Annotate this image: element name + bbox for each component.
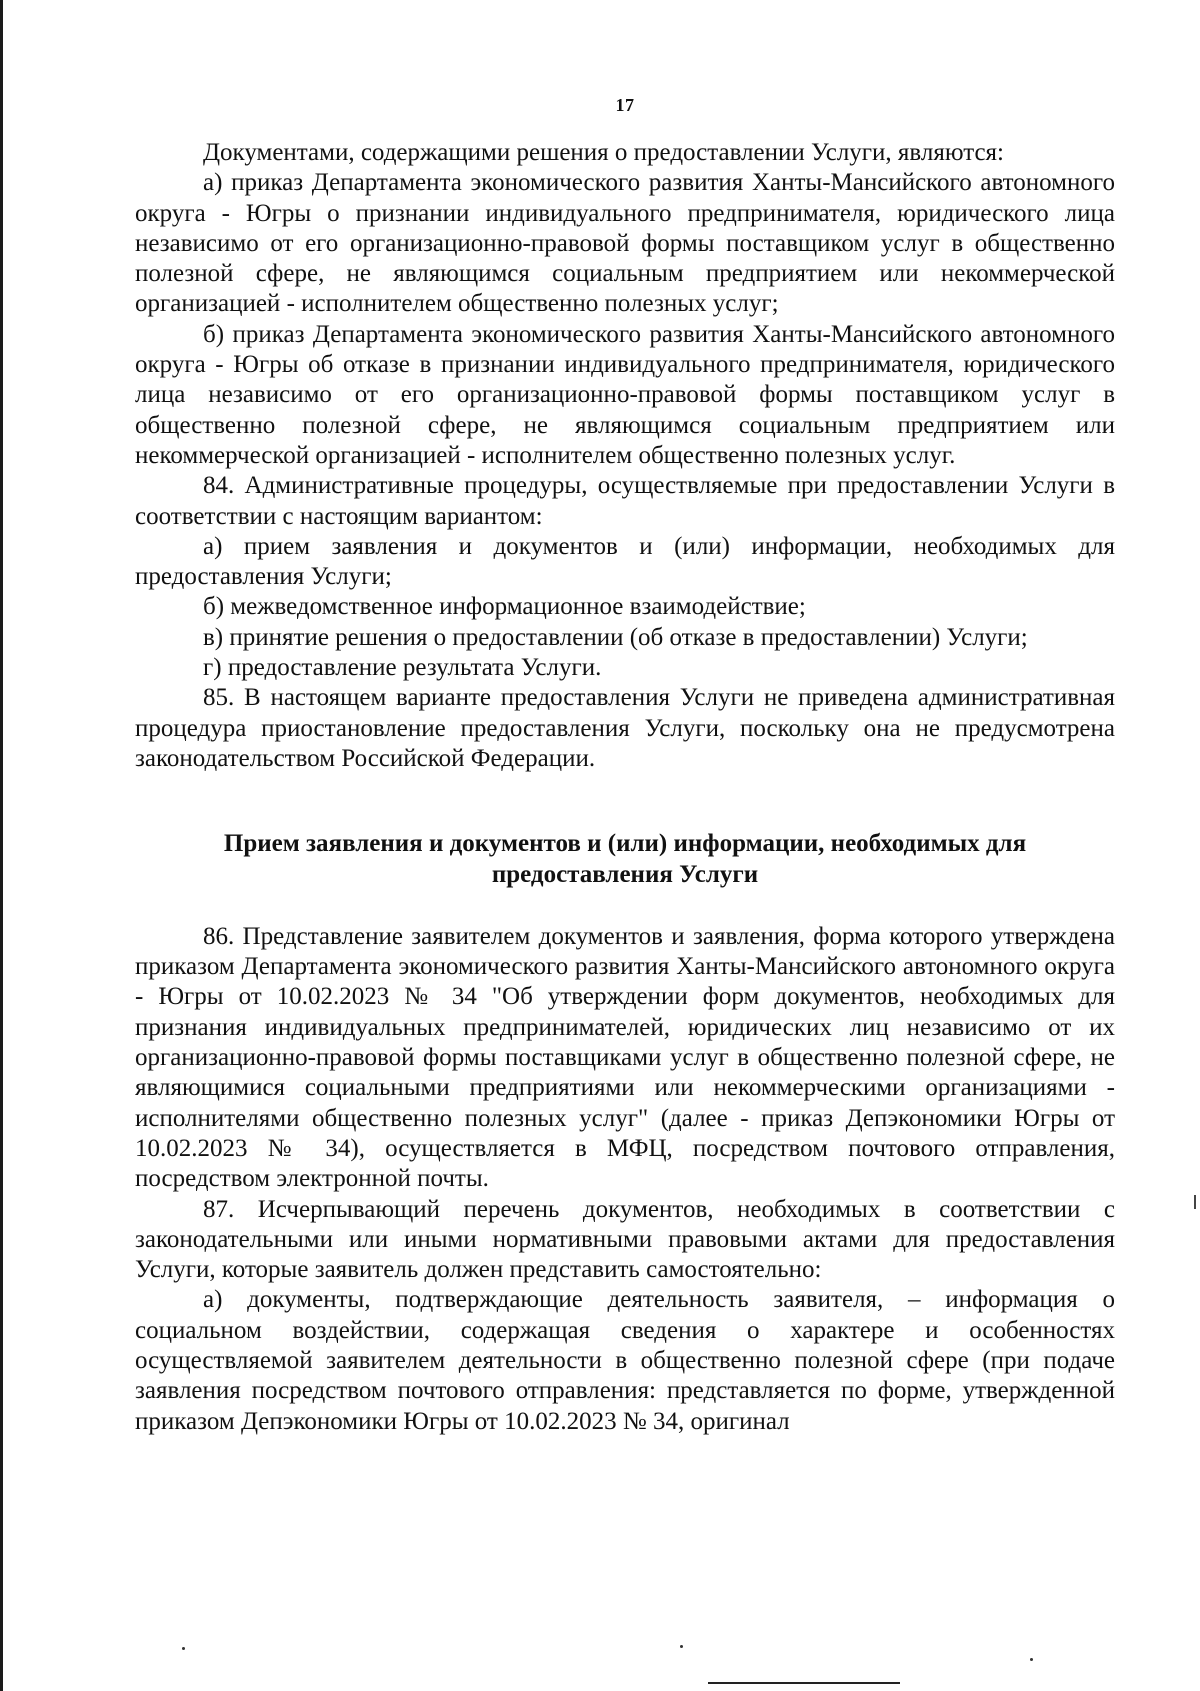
scan-speck: [680, 1645, 683, 1648]
scan-right-mark: [1194, 1195, 1196, 1209]
paragraph-84: 84. Административные процедуры, осуществляемые при предоставлении Услуги в соответствии с настоящим вариантом:: [135, 472, 1115, 530]
paragraph-item-b: б) приказ Департамента экономического развития Ханты-Мансийского автономного округа - Югры об отказе в признании индивидуального предпринимателя, юридического лица независимо от его организационно-правовой формы поставщиком услуг в общественно полезной сфере, не являющимся социальным предприятием или некоммерческой организацией - исполнителем общественно полезных услуг.: [135, 320, 1115, 469]
scan-left-edge: [0, 0, 3, 1691]
scan-bottom-line: [708, 1682, 900, 1684]
paragraph-87: 87. Исчерпывающий перечень документов, необходимых в соответствии с законодательными или иными нормативными правовыми актами для предоставления Услуги, которые заявитель должен представить самостоятельно:: [135, 1195, 1115, 1284]
document-page: [135, 95, 1115, 1437]
page-number: 17: [615, 95, 635, 115]
scan-speck: [1030, 1658, 1033, 1661]
section-heading: Прием заявления и документов и (или) информации, необходимых для предоставления Услуги: [223, 830, 1027, 888]
scan-speck: [182, 1647, 185, 1650]
paragraph-85: 85. В настоящем варианте предоставления Услуги не приведена административная процедура приостановление предоставления Услуги, поскольку она не предусмотрена законодательством Российской Федерации.: [135, 684, 1115, 772]
paragraph-86: 86. Представление заявителем документов и заявления, форма которого утверждена приказом Департамента экономического развития Ханты-Мансийского автономного округа - Югры от 10.02.2023 № 34 "Об утверждении форм документов, необходимых для признания индивидуальных предпринимателей, юридических лиц независимо от их организационно-правовой формы поставщиками услуг в общественно полезной сфере, не являющимися социальными предприятиями или некоммерческими организациями - исполнителями общественно полезных услуг" (далее - приказ Депэкономики Югры от 10.02.2023 № 34), осуществляется в МФЦ, посредством почтового отправления, посредством электронной почты.: [135, 922, 1115, 1193]
paragraph-84-b: б) межведомственное информационное взаимодействие;: [203, 593, 806, 621]
paragraph-87-a: а) документы, подтверждающие деятельность заявителя, – информация о социальном воздействии, содержащая сведения о характере и особенностях осуществляемой заявителем деятельности в общественно полезной сфере (при подаче заявления посредством почтового отправления: представляется по форме, утвержденной приказом Депэкономики Югры от 10.02.2023 № 34, оригинал: [135, 1286, 1115, 1435]
paragraph-item-a: а) приказ Департамента экономического развития Ханты-Мансийского автономного округа - Югры о признании индивидуального предпринимателя, юридического лица независимо от его организационно-правовой формы поставщиком услуг в общественно полезной сфере, не являющимся социальным предприятием или некоммерческой организацией - исполнителем общественно полезных услуг;: [135, 169, 1115, 318]
paragraph-84-v: в) принятие решения о предоставлении (об отказе в предоставлении) Услуги;: [203, 623, 1028, 651]
paragraph-84-g: г) предоставление результата Услуги.: [203, 654, 602, 682]
paragraph-intro: Документами, содержащими решения о предоставлении Услуги, являются:: [203, 139, 1004, 166]
paragraph-84-a: а) прием заявления и документов и (или) информации, необходимых для предоставления Услуги;: [135, 532, 1115, 591]
